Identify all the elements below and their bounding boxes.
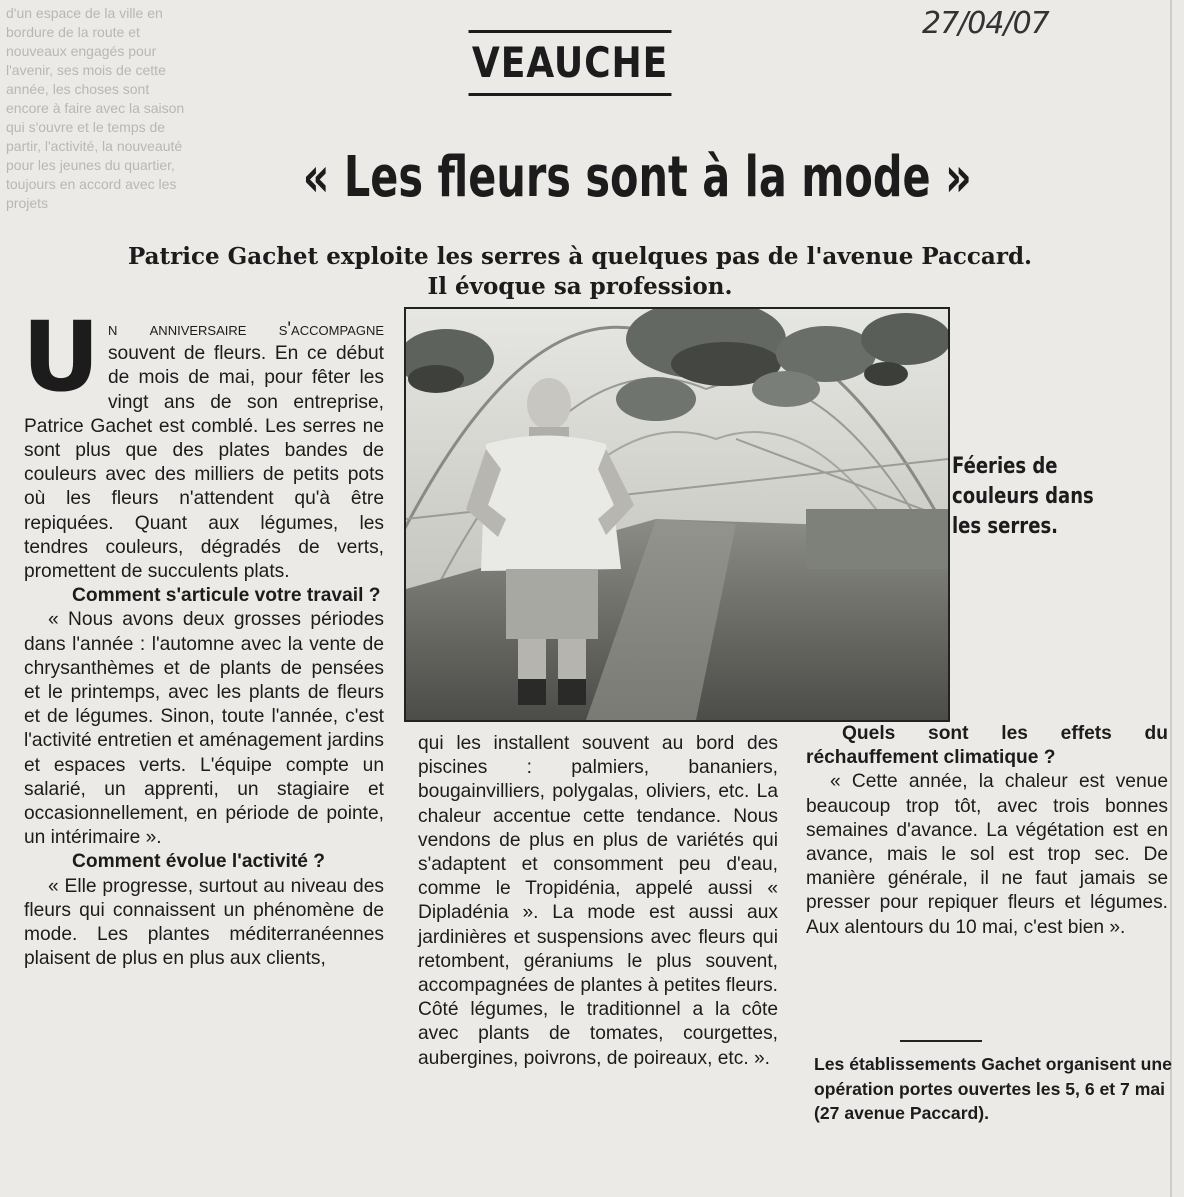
answer-3: « Cette année, la chaleur est venue beaucoup trop tôt, avec trois bonnes semaines d'avance. La végétation est en avance, mais le sol est trop sec. De manière générale, il ne faut jamais se presser pour repiquer fleurs et légumes. Aux alentours du 10 mai, c'est bien ».	[806, 771, 1168, 938]
answer-1: « Nous avons deux grosses périodes dans l'année : l'automne avec la vente de chrysanthèmes et de plants de pensées et le printemps, avec les plants de fleurs et de légumes. Sinon, toute l'année, c'est l'activité entretien et aménagement jardins et espaces verts. L'équipe compte un salarié, un apprenti, un stagiaire et occasionnellement, en période de pointe, un intérimaire ».	[24, 609, 384, 849]
question-2: Comment évolue l'activité ?	[72, 851, 325, 873]
photo-caption: Féeries de couleurs dans les serres.	[952, 454, 1094, 539]
greenhouse-photo-image	[406, 309, 948, 720]
answer-2-continued: qui les installent souvent au bord des piscines : palmiers, bananiers, bougainvilliers, polygalas, oliviers, etc. La chaleur accentue cette tendance. Nous vendons de plus en plus de variétés qui s'adaptent et consomment peu d'eau, comme le Tropidénia, appelé aussi « Dipladénia ». La mode est aussi aux jardinières et suspensions avec fleurs qui retombent, géraniums le plus souvent, accompagnées de plantes à petites fleurs. Côté légumes, le traditionnel a la côte avec plants de tomates, courgettes, aubergines, poivrons, de poireaux, etc. ».	[418, 733, 778, 1069]
headline: « Les fleurs sont à la mode »	[302, 145, 972, 210]
answer-2: « Elle progresse, surtout au niveau des fleurs qui connaissent un phénomène de mode. Les plantes méditerranéennes plaisent de plus en plus aux clients,	[24, 875, 384, 970]
intro-lead-caps: n anniversaire s'accompagne	[107, 319, 384, 340]
subheadline	[60, 242, 1100, 302]
question-1: Comment s'articule votre travail ?	[72, 585, 381, 607]
section-title: VEAUCHE	[469, 30, 672, 96]
bleed-through-text: d'un espace de la ville en bordure de la route et nouveaux engagés pour l'avenir, ses mois de cette année, les choses sont encore à faire avec la saison qui s'ouvre et le temps de partir, l'activité, la nouveauté pour les jeunes du quartier, toujours en accord avec les projets	[6, 5, 185, 211]
column-1	[22, 301, 384, 971]
dropcap: U	[22, 301, 100, 413]
question-3: Quels sont les effets du réchauffement climatique ?	[806, 723, 1168, 769]
intro-text: souvent de fleurs. En ce début de mois de mai, pour fêter les vingt ans de son entreprise, Patrice Gachet est comblé. Les serres ne sont plus que des plates bandes de couleurs avec des milliers de petits pots où les fleurs n'attendent qu'à être repiquées. Quant aux légumes, les tendres couleurs, dégradés de verts, promettent de succulents plats.	[24, 343, 384, 583]
note-divider	[900, 1040, 982, 1042]
handwritten-date: 27/04/07	[922, 6, 1049, 41]
column-2	[418, 732, 778, 1071]
column-3	[806, 722, 1168, 940]
greenhouse-photo	[404, 307, 950, 722]
page-edge-rule	[1170, 0, 1172, 1197]
intro-paragraph	[22, 301, 384, 584]
open-days-note: Les établissements Gachet organisent une opération portes ouvertes les 5, 6 et 7 mai (27 avenue Paccard).	[814, 1054, 1172, 1123]
subheadline-line-1: Patrice Gachet exploite les serres à quelques pas de l'avenue Paccard.	[127, 243, 1033, 270]
subheadline-line-2: Il évoque sa profession.	[427, 273, 733, 300]
